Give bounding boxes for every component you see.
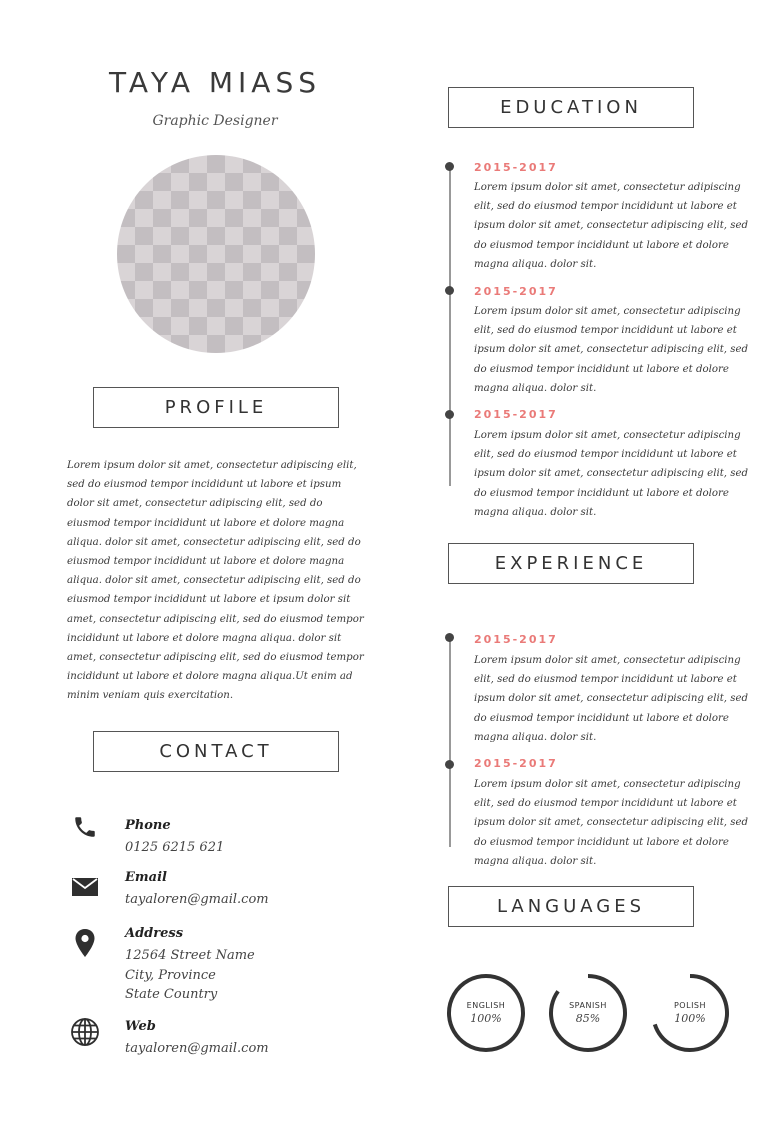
- map-pin-icon: [70, 928, 100, 958]
- education-year: 2015-2017: [474, 408, 558, 421]
- experience-timeline: [449, 637, 451, 847]
- phone-icon: [70, 812, 100, 842]
- education-text: Lorem ipsum dolor sit amet, consectetur adipiscing elit, sed do eiusmod tempor incididunt ut labore et ipsum dolor sit amet, consectetur adipiscing elit, sed do eiusmod tempor incididunt ut labore et dolore magna aliqua. dolor sit.: [474, 182, 749, 270]
- phone-value: 0125 6215 621: [125, 840, 225, 855]
- language-percent: 85%: [575, 1012, 601, 1025]
- education-text: Lorem ipsum dolor sit amet, consectetur adipiscing elit, sed do eiusmod tempor incididunt ut labore et ipsum dolor sit amet, consectetur adipiscing elit, sed do eiusmod tempor incididunt ut labore et dolore magna aliqua. dolor sit.: [474, 430, 749, 518]
- web-value: tayaloren@gmail.com: [125, 1041, 269, 1056]
- envelope-icon: [70, 872, 100, 902]
- experience-year: 2015-2017: [474, 633, 558, 646]
- language-ring-english: [446, 973, 526, 1053]
- timeline-dot: [445, 162, 454, 171]
- timeline-dot: [445, 286, 454, 295]
- phone-label: Phone: [125, 818, 171, 833]
- experience-heading: EXPERIENCE: [448, 543, 694, 584]
- address-label: Address: [125, 926, 184, 941]
- timeline-dot: [445, 410, 454, 419]
- timeline-dot: [445, 760, 454, 769]
- language-name: POLISH: [673, 1001, 707, 1010]
- education-year: 2015-2017: [474, 161, 558, 174]
- web-label: Web: [125, 1019, 156, 1034]
- education-timeline: [449, 166, 451, 486]
- education-heading: EDUCATION: [448, 87, 694, 128]
- profile-text: Lorem ipsum dolor sit amet, consectetur adipiscing elit, sed do eiusmod tempor incididunt ut labore et ipsum dolor sit amet, consectetur adipiscing elit, sed do eiusmod tempor incididunt ut labore et dolore magna aliqua. dolor sit amet, consectetur adipiscing elit, sed do eiusmod tempor incididunt ut labore et dolore magna aliqua. dolor sit amet, consectetur adipiscing elit, sed do eiusmod tempor incididunt ut labore et ipsum dolor sit amet, consectetur adipiscing elit, sed do eiusmod tempor incididunt ut labore et dolore magna aliqua. dolor sit amet, consectetur adipiscing elit, sed do eiusmod tempor incididunt ut labore et dolore magna aliqua.Ut enim ad minim veniam quis exercitation.: [67, 460, 364, 702]
- globe-icon: [70, 1017, 100, 1047]
- language-percent: 100%: [470, 1012, 502, 1025]
- email-label: Email: [125, 870, 167, 885]
- address-value: 12564 Street Name City, Province State Country: [125, 948, 255, 1002]
- language-ring-spanish: [548, 973, 628, 1053]
- language-name: ENGLISH: [466, 1001, 506, 1010]
- email-value: tayaloren@gmail.com: [125, 892, 269, 907]
- profile-heading: PROFILE: [93, 387, 339, 428]
- contact-heading: CONTACT: [93, 731, 339, 772]
- language-percent: 100%: [674, 1012, 706, 1025]
- experience-text: Lorem ipsum dolor sit amet, consectetur adipiscing elit, sed do eiusmod tempor incididunt ut labore et ipsum dolor sit amet, consectetur adipiscing elit, sed do eiusmod tempor incididunt ut labore et dolore magna aliqua. dolor sit.: [474, 779, 749, 867]
- resume-name: TAYA MIASS: [108, 66, 321, 99]
- language-ring-polish: [650, 973, 730, 1053]
- education-year: 2015-2017: [474, 285, 558, 298]
- profile-photo-placeholder: [117, 155, 315, 353]
- education-text: Lorem ipsum dolor sit amet, consectetur adipiscing elit, sed do eiusmod tempor incididunt ut labore et ipsum dolor sit amet, consectetur adipiscing elit, sed do eiusmod tempor incididunt ut labore et dolore magna aliqua. dolor sit.: [474, 306, 749, 394]
- experience-text: Lorem ipsum dolor sit amet, consectetur adipiscing elit, sed do eiusmod tempor incididunt ut labore et ipsum dolor sit amet, consectetur adipiscing elit, sed do eiusmod tempor incididunt ut labore et dolore magna aliqua. dolor sit.: [474, 655, 749, 743]
- timeline-dot: [445, 633, 454, 642]
- job-title: Graphic Designer: [152, 113, 278, 129]
- language-name: SPANISH: [569, 1001, 607, 1010]
- experience-year: 2015-2017: [474, 757, 558, 770]
- languages-heading: LANGUAGES: [448, 886, 694, 927]
